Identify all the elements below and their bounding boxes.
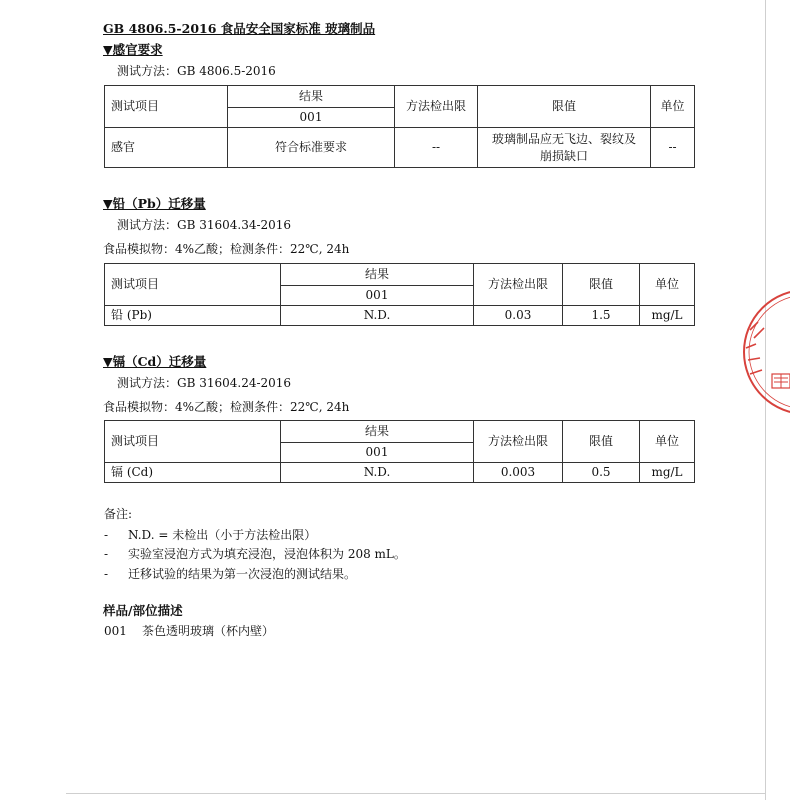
note-item (104, 565, 356, 582)
company-seal (736, 278, 790, 426)
header-mdl: 方法检出限 (474, 421, 563, 463)
table-lead (104, 263, 695, 326)
header-sample-id: 001 (228, 108, 395, 128)
note-text: 迁移试验的结果为第一次浸泡的测试结果。 (128, 567, 357, 581)
header-limit: 限值 (563, 421, 640, 463)
section-title-cadmium: ▼镉（Cd）迁移量 (103, 354, 207, 369)
table-row (105, 463, 695, 483)
cell-unit: -- (651, 128, 695, 168)
cell-mdl: -- (395, 128, 478, 168)
note-text: 实验室浸泡方式为填充浸泡，浸泡体积为 208 mL。 (128, 547, 406, 561)
header-unit: 单位 (651, 86, 695, 128)
cell-limit: 1.5 (563, 306, 640, 326)
limit-line-2: 崩损缺口 (539, 148, 588, 163)
limit-line-1: 玻璃制品应无飞边、裂纹及 (491, 132, 636, 147)
table-row (105, 128, 695, 168)
header-result: 结果 (228, 86, 395, 108)
cell-result: 符合标准要求 (228, 128, 395, 168)
header-limit: 限值 (563, 264, 640, 306)
section-title-sensory: ▼感官要求 (103, 42, 163, 57)
note-item (104, 545, 406, 562)
header-item: 测试项目 (105, 264, 281, 306)
table-sensory (104, 85, 695, 168)
cell-result: N.D. (281, 306, 474, 326)
seal-outer-ring (744, 290, 790, 414)
header-mdl: 方法检出限 (474, 264, 563, 306)
sample-item (104, 622, 274, 639)
condition-cadmium: 食品模拟物：4%乙酸；检测条件：22℃, 24h (103, 400, 350, 414)
note-dash: - (104, 528, 109, 542)
header-unit: 单位 (640, 264, 695, 306)
section-title-lead: ▼铅（Pb）迁移量 (103, 196, 206, 211)
cell-unit: mg/L (640, 306, 695, 326)
table-cadmium (104, 420, 695, 483)
method-sensory: 测试方法：GB 4806.5-2016 (117, 64, 276, 78)
note-text: N.D. = 未检出（小于方法检出限） (128, 528, 317, 542)
note-dash: - (104, 547, 109, 561)
table-row (105, 306, 695, 326)
cell-result: N.D. (281, 463, 474, 483)
method-lead: 测试方法：GB 31604.34-2016 (117, 218, 292, 232)
note-dash: - (104, 567, 109, 581)
cell-mdl: 0.003 (474, 463, 563, 483)
cell-item: 感官 (105, 128, 228, 168)
header-item: 测试项目 (105, 86, 228, 128)
cell-limit (478, 128, 651, 168)
sample-section-title: 样品/部位描述 (103, 603, 183, 618)
seal-center-glyph-strokes (774, 374, 788, 388)
note-item (104, 526, 316, 543)
notes-title: 备注: (104, 507, 133, 521)
header-limit: 限值 (478, 86, 651, 128)
header-item: 测试项目 (105, 421, 281, 463)
cell-mdl: 0.03 (474, 306, 563, 326)
cell-item: 铅 (Pb) (105, 306, 281, 326)
condition-lead: 食品模拟物：4%乙酸；检测条件：22℃, 24h (103, 242, 350, 256)
page-bottom-border (66, 793, 765, 794)
document-title: GB 4806.5-2016 食品安全国家标准 玻璃制品 (103, 21, 376, 36)
cell-limit: 0.5 (563, 463, 640, 483)
header-result: 结果 (281, 421, 474, 443)
header-result: 结果 (281, 264, 474, 286)
cell-unit: mg/L (640, 463, 695, 483)
header-sample-id: 001 (281, 286, 474, 306)
method-cadmium: 测试方法：GB 31604.24-2016 (117, 376, 292, 390)
header-unit: 单位 (640, 421, 695, 463)
sample-code: 001 (104, 624, 127, 638)
header-mdl: 方法检出限 (395, 86, 478, 128)
sample-desc: 茶色透明玻璃（杯内壁） (142, 624, 275, 638)
header-sample-id: 001 (281, 443, 474, 463)
cell-item: 镉 (Cd) (105, 463, 281, 483)
seal-inner-ring (749, 295, 790, 409)
